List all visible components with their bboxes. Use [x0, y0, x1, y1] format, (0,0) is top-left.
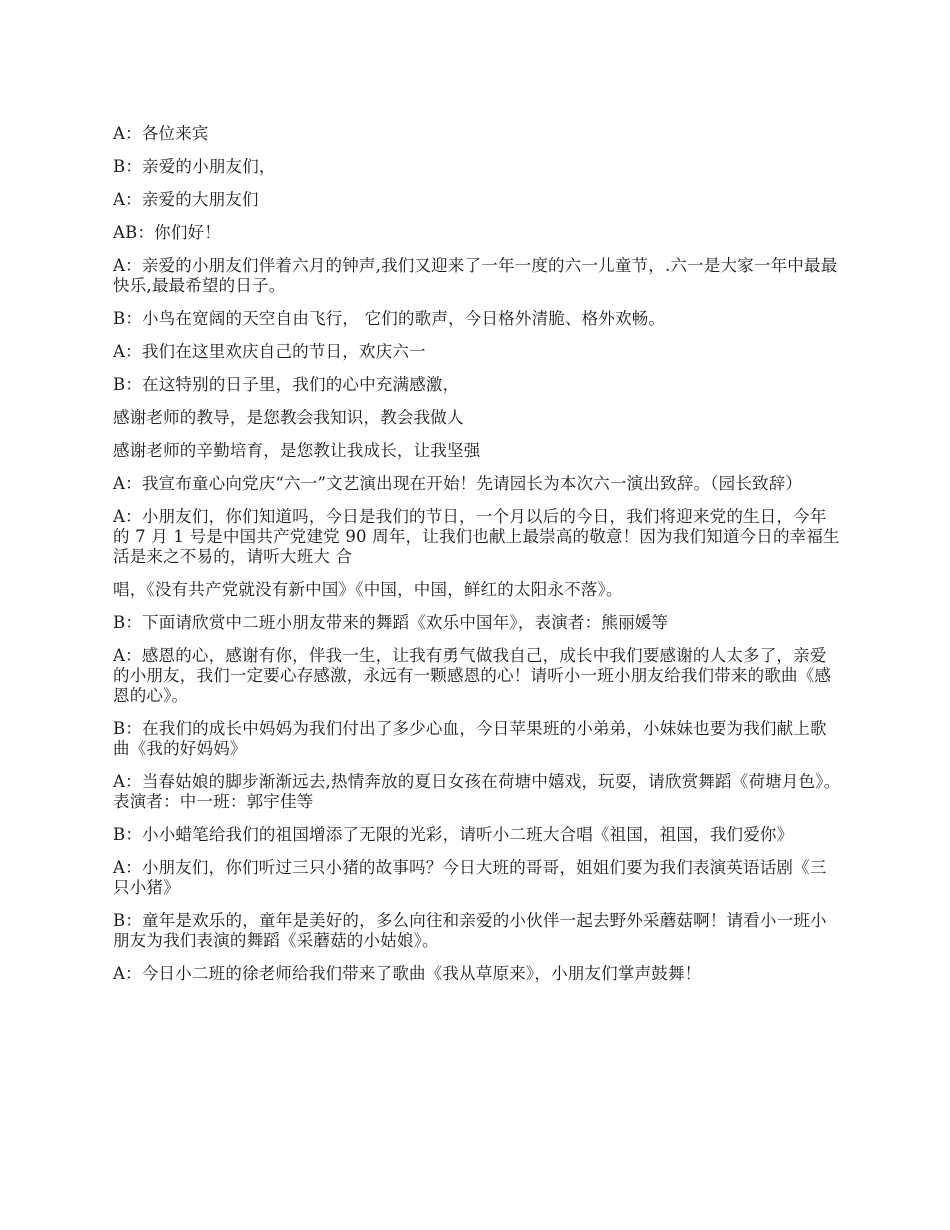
- paragraph-5: A：亲爱的小朋友们伴着六月的钟声,我们又迎来了一年一度的六一儿童节，.六一是大家一年中最最快乐,最最希望的日子。: [113, 256, 838, 295]
- paragraph-9: 感谢老师的教导，是您教会我知识，教会我做人: [113, 408, 464, 427]
- paragraph-2: B：亲爱的小朋友们，: [113, 157, 276, 176]
- document-page: [113, 124, 841, 997]
- paragraph-4: AB：你们好！: [113, 223, 221, 242]
- paragraph-20: B：童年是欢乐的，童年是美好的，多么向往和亲爱的小伙伴一起去野外采蘑菇啊！请看小一班小朋友为我们表演的舞蹈《采蘑菇的小姑娘》。: [113, 911, 827, 950]
- paragraph-14: B：下面请欣赏中二班小朋友带来的舞蹈《欢乐中国年》，表演者：熊丽媛等: [113, 613, 669, 632]
- paragraph-13: 唱，《没有共产党就没有新中国》《中国，中国，鲜红的太阳永不落》。: [113, 580, 623, 599]
- paragraph-6: B：小鸟在宽阔的天空自由飞行， 它们的歌声，今日格外清脆、格外欢畅。: [113, 309, 666, 328]
- paragraph-18: B：小小蜡笔给我们的祖国增添了无限的光彩，请听小二班大合唱《祖国，祖国，我们爱你》: [113, 825, 794, 844]
- paragraph-15: A：感恩的心，感谢有你，伴我一生，让我有勇气做我自己，成长中我们要感谢的人太多了，亲爱的小朋友，我们一定要心存感激，永远有一颗感恩的心！请听小一班小朋友给我们带来的歌曲《感恩的心》。: [113, 646, 832, 705]
- paragraph-7: A：我们在这里欢庆自己的节日，欢庆六一: [113, 342, 426, 361]
- paragraph-10: 感谢老师的辛勤培育，是您教让我成长，让我坚强: [113, 441, 481, 460]
- paragraph-17: A：当春姑娘的脚步渐渐远去,热情奔放的夏日女孩在荷塘中嬉戏，玩耍，请欣赏舞蹈《荷塘月色》。表演者：中一班：郭宇佳等: [113, 772, 841, 811]
- paragraph-12: A：小朋友们，你们知道吗，今日是我们的节日，一个月以后的今日，我们将迎来党的生日，今年的 7 月 1 号是中国共产党建党 90 周年，让我们也献上最崇高的敬意！因为我们知道今日的幸福生活是来之不易的，请听大班大 合: [113, 507, 840, 566]
- paragraph-11: A：我宣布童心向党庆“六一”文艺演出现在开始！先请园长为本次六一演出致辞。（园长致辞）: [113, 474, 803, 493]
- paragraph-19: A：小朋友们，你们听过三只小猪的故事吗？今日大班的哥哥，姐姐们要为我们表演英语话剧《三只小猪》: [113, 858, 827, 897]
- paragraph-16: B：在我们的成长中妈妈为我们付出了多少心血，今日苹果班的小弟弟，小妹妹也要为我们献上歌曲《我的好妈妈》: [113, 719, 827, 758]
- paragraph-3: A：亲爱的大朋友们: [113, 190, 259, 209]
- paragraph-21: A：今日小二班的徐老师给我们带来了歌曲《我从草原来》，小朋友们掌声鼓舞！: [113, 964, 702, 983]
- paragraph-1: A：各位来宾: [113, 124, 209, 143]
- paragraph-8: B：在这特别的日子里，我们的心中充满感激，: [113, 375, 460, 394]
